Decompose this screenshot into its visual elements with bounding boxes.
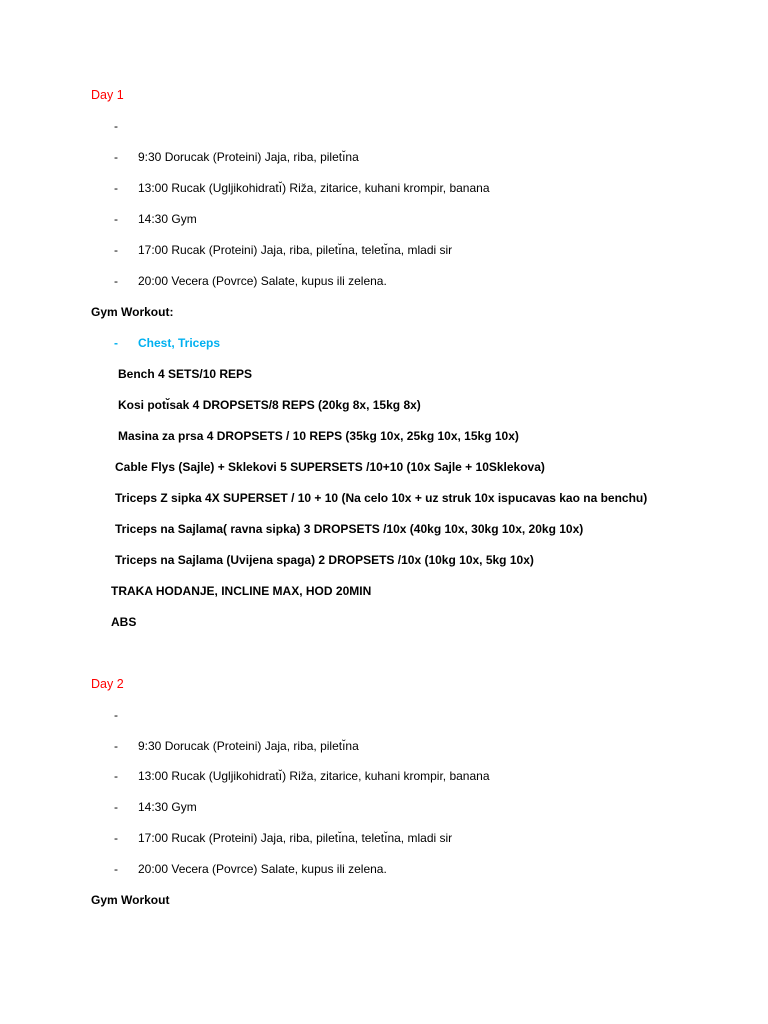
exercise-text: Cable Flys (Sajle) + Sklekovi 5 SUPERSETS /10+10 (10x Sajle + 10Sklekova) xyxy=(115,460,545,474)
abs-line: ABS xyxy=(111,615,137,629)
schedule-text: 13:00 Rucak (Ugljikohidratı̆) Riža, zitarice, kuhani krompir, banana xyxy=(138,769,490,783)
schedule-text: 13:00 Rucak (Ugljikohidratı̆) Riža, zitarice, kuhani krompir, banana xyxy=(138,181,490,195)
exercise-text: Triceps Z sipka 4X SUPERSET / 10 + 10 (Na celo 10x + uz struk 10x ispucavas kao na benchu) xyxy=(115,491,648,505)
exercise-line xyxy=(115,552,534,568)
bullet-marker: - xyxy=(114,150,118,164)
exercise-line xyxy=(115,521,583,537)
day2-workout-title: Gym Workout xyxy=(91,893,170,907)
schedule-text: 17:00 Rucak (Proteini) Jaja, riba, piletı̆na, teletı̆na, mladi sir xyxy=(138,831,453,845)
schedule-text: 14:30 Gym xyxy=(138,800,197,814)
schedule-text: 9:30 Dorucak (Proteini) Jaja, riba, piletı̆na xyxy=(138,739,359,753)
workout-group-label: Chest, Triceps xyxy=(138,336,221,350)
bullet-marker: - xyxy=(114,119,118,133)
bullet-marker: - xyxy=(114,800,118,814)
bullet-marker: - xyxy=(114,769,118,783)
exercise-line xyxy=(118,428,519,444)
schedule-text: 9:30 Dorucak (Proteini) Jaja, riba, piletı̆na xyxy=(138,150,359,164)
schedule-text: 20:00 Vecera (Povrce) Salate, kupus ili zelena. xyxy=(138,862,387,876)
exercise-line xyxy=(115,490,647,506)
bullet-marker: - xyxy=(114,243,118,257)
exercise-line xyxy=(118,397,421,413)
exercise-text: Triceps na Sajlama (Uvijena spaga) 2 DROPSETS /10x (10kg 10x, 5kg 10x) xyxy=(115,553,534,567)
exercise-line xyxy=(118,366,252,382)
exercise-line xyxy=(115,459,545,475)
exercise-text: Masina za prsa 4 DROPSETS / 10 REPS (35kg 10x, 25kg 10x, 15kg 10x) xyxy=(118,429,519,443)
day1-workout-title: Gym Workout: xyxy=(91,305,174,319)
bullet-marker: - xyxy=(114,336,118,350)
bullet-marker: - xyxy=(114,831,118,845)
exercise-text: Triceps na Sajlama( ravna sipka) 3 DROPSETS /10x (40kg 10x, 30kg 10x, 20kg 10x) xyxy=(115,522,584,536)
day1-heading: Day 1 xyxy=(91,88,124,102)
exercise-text: Bench 4 SETS/10 REPS xyxy=(118,367,253,381)
bullet-marker: - xyxy=(114,181,118,195)
exercise-text: Kosi potı̆sak 4 DROPSETS/8 REPS (20kg 8x, 15kg 8x) xyxy=(118,398,421,412)
bullet-marker: - xyxy=(114,708,118,722)
schedule-text: 20:00 Vecera (Povrce) Salate, kupus ili zelena. xyxy=(138,274,387,288)
bullet-marker: - xyxy=(114,739,118,753)
schedule-text: 17:00 Rucak (Proteini) Jaja, riba, piletı̆na, teletı̆na, mladi sir xyxy=(138,243,453,257)
day2-heading: Day 2 xyxy=(91,677,124,691)
cardio-line: TRAKA HODANJE, INCLINE MAX, HOD 20MIN xyxy=(111,584,372,598)
bullet-marker: - xyxy=(114,274,118,288)
bullet-marker: - xyxy=(114,212,118,226)
schedule-text: 14:30 Gym xyxy=(138,212,197,226)
bullet-marker: - xyxy=(114,862,118,876)
